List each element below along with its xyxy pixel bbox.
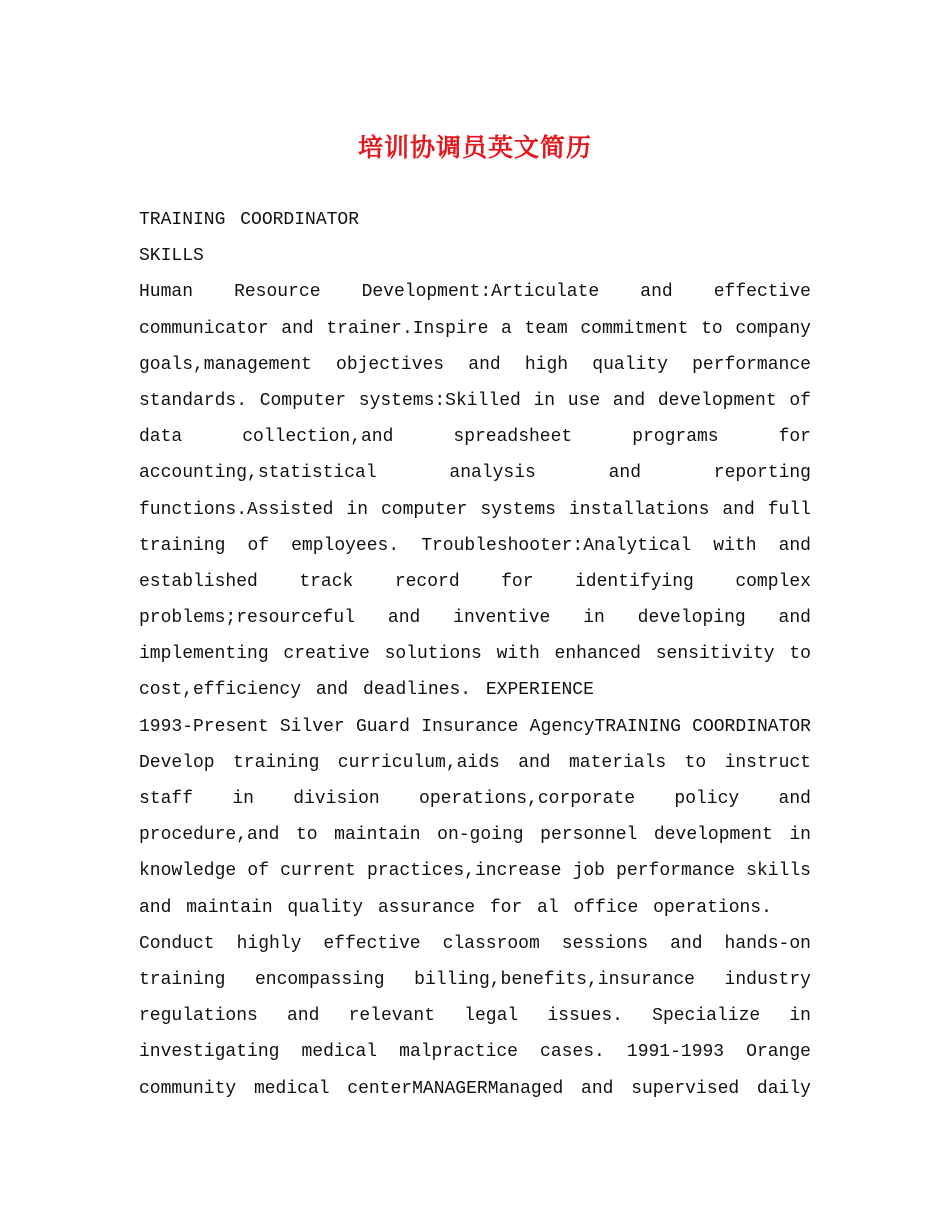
word: Human bbox=[139, 282, 194, 303]
word: staff bbox=[139, 789, 194, 809]
word: enhanced bbox=[554, 644, 641, 665]
text-line bbox=[139, 274, 811, 310]
word: centerMANAGERManaged bbox=[347, 1078, 564, 1099]
word: complex bbox=[735, 571, 811, 592]
word: and bbox=[640, 282, 673, 303]
word: development bbox=[657, 390, 777, 411]
word: of bbox=[247, 861, 269, 882]
word: Silver bbox=[279, 716, 345, 737]
word: highly bbox=[236, 933, 302, 954]
word: Computer bbox=[259, 390, 347, 411]
word: curriculum,aids bbox=[337, 752, 500, 773]
word: a bbox=[501, 318, 512, 339]
word: personnel bbox=[540, 825, 638, 846]
word: team bbox=[524, 318, 568, 339]
document-body bbox=[139, 202, 811, 1107]
text-line bbox=[139, 962, 811, 998]
word: investigating bbox=[139, 1042, 280, 1063]
word: on-going bbox=[437, 825, 524, 846]
word: encompassing bbox=[254, 969, 385, 990]
word: policy bbox=[674, 789, 740, 809]
text-line bbox=[139, 564, 811, 600]
word: effective bbox=[713, 282, 811, 303]
word: installations bbox=[568, 499, 710, 520]
word: regulations bbox=[139, 1006, 258, 1027]
word: development bbox=[653, 825, 773, 846]
word: and bbox=[281, 318, 314, 339]
word: billing,benefits,insurance bbox=[414, 969, 695, 990]
word: objectives bbox=[336, 354, 445, 375]
word: functions.Assisted bbox=[139, 499, 334, 520]
word: in bbox=[789, 825, 811, 846]
word: operations,corporate bbox=[419, 789, 636, 809]
word: full bbox=[767, 499, 811, 520]
word: practices,increase bbox=[366, 861, 562, 882]
text-line bbox=[139, 419, 811, 455]
word: industry bbox=[724, 969, 811, 990]
word: knowledge bbox=[139, 861, 237, 882]
word: 1993-Present bbox=[139, 716, 269, 737]
text-line: SKILLS bbox=[139, 246, 204, 267]
word: identifying bbox=[575, 571, 694, 592]
word: in bbox=[232, 789, 254, 809]
text-line: cost,efficiency and deadlines. EXPERIENCE bbox=[139, 680, 594, 701]
text-line bbox=[139, 455, 811, 491]
text-line bbox=[139, 347, 811, 383]
word: of bbox=[789, 390, 811, 411]
word: cases. bbox=[540, 1042, 605, 1063]
text-line bbox=[139, 998, 811, 1034]
word: to bbox=[701, 318, 723, 339]
word: supervised bbox=[631, 1078, 740, 1099]
word: and bbox=[778, 535, 811, 556]
text-line bbox=[139, 853, 811, 889]
word: inventive bbox=[453, 608, 551, 629]
word: skills bbox=[746, 861, 811, 882]
word: Orange bbox=[746, 1042, 811, 1063]
word: and bbox=[468, 354, 501, 375]
word: malpractice bbox=[399, 1042, 518, 1063]
word: maintain bbox=[334, 825, 421, 846]
word: for bbox=[778, 427, 811, 448]
word: in bbox=[533, 390, 556, 411]
word: and bbox=[778, 608, 811, 629]
word: Troubleshooter:Analytical bbox=[421, 535, 692, 556]
word: 1991-1993 bbox=[626, 1042, 725, 1063]
word: with bbox=[496, 644, 540, 665]
word: medical bbox=[301, 1042, 378, 1063]
word: track bbox=[299, 571, 354, 592]
word: high bbox=[524, 354, 569, 375]
word: use bbox=[567, 390, 601, 411]
word: accounting,statistical bbox=[139, 463, 377, 484]
word: sessions bbox=[561, 933, 649, 954]
text-line bbox=[139, 926, 811, 962]
word: systems:Skilled bbox=[358, 390, 521, 411]
word: instruct bbox=[724, 752, 811, 773]
text-line bbox=[139, 781, 811, 817]
word: trainer.Inspire bbox=[326, 318, 489, 339]
word: sensitivity bbox=[655, 644, 775, 665]
text-line: TRAINING COORDINATOR bbox=[139, 210, 360, 230]
word: performance bbox=[692, 354, 811, 375]
word: commitment bbox=[580, 318, 689, 339]
word: performance bbox=[616, 861, 735, 882]
word: community bbox=[139, 1078, 237, 1099]
word: established bbox=[139, 571, 258, 592]
word: daily bbox=[756, 1078, 811, 1099]
word: programs bbox=[632, 427, 719, 448]
word: effective bbox=[323, 933, 421, 954]
word: procedure,and bbox=[139, 825, 280, 846]
text-line bbox=[139, 817, 811, 853]
word: reporting bbox=[713, 463, 811, 484]
word: materials bbox=[568, 752, 667, 773]
word: for bbox=[501, 571, 534, 592]
word: training bbox=[233, 752, 320, 773]
word: and bbox=[778, 789, 811, 809]
word: classroom bbox=[442, 933, 540, 954]
word: of bbox=[247, 535, 270, 556]
word: Insurance bbox=[421, 716, 519, 737]
word: job bbox=[572, 861, 605, 882]
word: Conduct bbox=[139, 933, 215, 954]
word: company bbox=[735, 318, 811, 339]
word: AgencyTRAINING bbox=[529, 716, 681, 737]
word: in bbox=[583, 608, 605, 629]
text-line bbox=[139, 383, 811, 419]
text-line bbox=[139, 1071, 811, 1107]
text-line bbox=[139, 709, 811, 745]
text-line: and maintain quality assurance for al office operations. bbox=[139, 897, 772, 918]
word: in bbox=[346, 499, 369, 520]
word: in bbox=[789, 1006, 811, 1027]
word: relevant bbox=[348, 1006, 435, 1027]
text-line bbox=[139, 311, 811, 347]
word: medical bbox=[253, 1078, 330, 1099]
word: problems;resourceful bbox=[139, 608, 356, 629]
word: to bbox=[296, 825, 318, 846]
document-title: 培训协调员英文简历 bbox=[357, 133, 592, 162]
word: Guard bbox=[355, 716, 410, 737]
word: legal bbox=[464, 1006, 519, 1027]
text-line bbox=[139, 636, 811, 672]
word: training bbox=[139, 535, 226, 556]
word: data bbox=[139, 427, 183, 448]
text-line bbox=[139, 1034, 811, 1070]
word: Development:Articulate bbox=[361, 282, 600, 303]
word: and bbox=[287, 1006, 320, 1027]
word: division bbox=[293, 789, 380, 809]
word: Resource bbox=[234, 282, 321, 303]
word: systems bbox=[480, 499, 556, 520]
word: standards. bbox=[139, 390, 248, 411]
word: record bbox=[394, 571, 460, 592]
word: and bbox=[608, 463, 641, 484]
word: employees. bbox=[291, 535, 400, 556]
word: developing bbox=[637, 608, 746, 629]
word: with bbox=[713, 535, 757, 556]
word: quality bbox=[592, 354, 668, 375]
word: current bbox=[280, 861, 356, 882]
word: spreadsheet bbox=[453, 427, 573, 448]
word: implementing bbox=[139, 644, 269, 665]
word: Specialize bbox=[652, 1006, 761, 1027]
word: solutions bbox=[384, 644, 482, 665]
word: COORDINATOR bbox=[692, 716, 811, 737]
word: to bbox=[684, 752, 707, 773]
word: and bbox=[518, 752, 551, 773]
word: to bbox=[789, 644, 811, 665]
word: and bbox=[670, 933, 703, 954]
word: collection,and bbox=[242, 427, 394, 448]
word: and bbox=[722, 499, 755, 520]
text-line bbox=[139, 745, 811, 781]
word: Develop bbox=[139, 752, 215, 773]
word: creative bbox=[283, 644, 370, 665]
word: analysis bbox=[449, 463, 536, 484]
word: and bbox=[581, 1078, 614, 1099]
word: computer bbox=[380, 499, 468, 520]
word: training bbox=[139, 969, 226, 990]
word: goals,management bbox=[139, 354, 312, 375]
word: issues. bbox=[547, 1006, 623, 1027]
text-line bbox=[139, 600, 811, 636]
word: and bbox=[387, 608, 421, 629]
word: communicator bbox=[139, 318, 269, 339]
word: and bbox=[612, 390, 646, 411]
text-line bbox=[139, 492, 811, 528]
text-line bbox=[139, 528, 811, 564]
word: hands-on bbox=[724, 933, 811, 954]
